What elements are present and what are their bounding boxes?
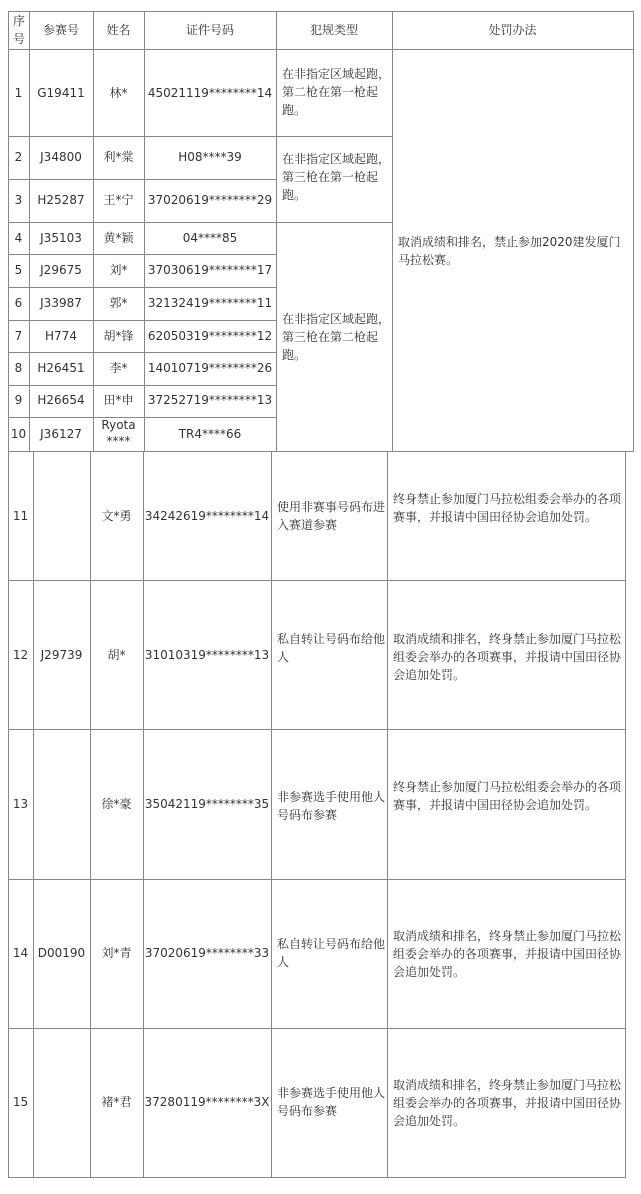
table-cell-id: 32132419********11 [147,296,273,310]
table-cell-seq: 15 [12,1095,29,1109]
table-cell-bib: J33987 [40,296,82,310]
grid-line [8,729,626,730]
table-cell-name: 刘* [109,263,128,277]
grid-line [387,451,388,1178]
header-id: 证件号码 [185,23,234,37]
grid-line [276,11,277,451]
table-cell-name: Ryota **** [101,418,136,448]
table-cell-type: 私自转让号码布给他人 [277,937,386,969]
table-cell-bib: J29739 [40,648,83,662]
header-name: 姓名 [106,23,131,37]
table-cell-id: 37020619********33 [144,946,270,960]
table-cell-bib: G19411 [37,86,85,100]
table-cell-id: 04****85 [182,231,238,245]
grid-line [8,1177,626,1178]
grid-line [8,11,634,12]
table-cell-bib: J35103 [40,231,82,245]
table-cell-penalty: 终身禁止参加厦门马拉松组委会举办的各项赛事，并报请中国田径协会追加处罚。 [393,780,622,812]
table-cell-id: TR4****66 [178,427,242,441]
grid-line [633,11,634,451]
table-cell-seq: 12 [12,648,29,662]
table-cell-seq: 9 [14,393,23,407]
table-cell-id: H08****39 [178,150,242,164]
table-cell-id: 37280119********3X [144,1095,270,1109]
table-cell-name: 刘*青 [101,946,132,960]
header-penalty: 处罚办法 [488,23,537,37]
grid-line [8,287,276,288]
table-cell-penalty: 取消成绩和排名，终身禁止参加厦门马拉松组委会举办的各项赛事，并报请中国田径协会追加处罚。 [393,1078,622,1128]
header-type: 犯规类型 [309,23,358,37]
table-cell-id: 34242619********14 [144,509,270,523]
table-cell-seq: 6 [14,296,23,310]
table-cell-name: 王*宁 [103,193,134,207]
grid-line [8,179,276,180]
table-cell-seq: 13 [12,797,29,811]
table-cell-id: 37252719********13 [147,393,273,407]
grid-line [8,417,276,418]
grid-line [8,49,634,50]
grid-line [8,451,9,1178]
table-cell-bib: J36127 [40,427,82,441]
table-cell-seq: 10 [10,427,27,441]
table-cell-seq: 4 [14,231,23,245]
table-cell-seq: 5 [14,263,23,277]
table-cell-name: 褚*君 [101,1095,132,1109]
grid-line [8,879,626,880]
table-cell-id: 35042119********35 [144,797,270,811]
grid-line [33,451,34,1178]
grid-line [8,320,276,321]
table-cell-bib: H26451 [37,361,85,375]
table-cell-id: 37030619********17 [147,263,273,277]
table-cell-name: 黄*颖 [103,231,134,245]
table-cell-name: 徐*豪 [101,797,132,811]
table-cell-bib: J29675 [40,263,82,277]
grid-line [143,451,144,1178]
grid-line [8,451,634,452]
grid-line [90,451,91,1178]
table-cell-id: 37020619********29 [147,193,273,207]
table-cell-type: 在非指定区域起跑，第三枪在第一枪起跑。 [282,152,391,202]
table-cell-id: 62050319********12 [147,329,273,343]
table-cell-bib: D00190 [37,946,86,960]
grid-line [625,451,626,1178]
grid-line [8,222,392,223]
table-cell-name: 田*申 [103,393,134,407]
grid-line [8,136,392,137]
table-cell-type: 私自转让号码布给他人 [277,632,386,664]
table-cell-seq: 2 [14,150,23,164]
table-cell-id: 14010719********26 [147,361,273,375]
table-cell-name: 胡* [107,648,126,662]
table-cell-name: 林* [109,86,128,100]
grid-line [392,11,393,451]
header-bib: 参赛号 [42,23,79,37]
header-seq: 序号 [12,14,25,46]
table-cell-name: 李* [109,361,128,375]
table-cell-type: 非参赛选手使用他人号码布参赛 [277,790,386,822]
table-cell-type: 在非指定区域起跑，第二枪在第一枪起跑。 [282,67,391,117]
grid-line [8,352,276,353]
table-cell-penalty: 取消成绩和排名，终身禁止参加厦门马拉松组委会举办的各项赛事，并报请中国田径协会追加处罚。 [393,929,622,979]
table-cell-id: 31010319********13 [144,648,270,662]
table-cell-seq: 8 [14,361,23,375]
table-cell-name: 利*棠 [103,150,134,164]
grid-line [8,580,626,581]
table-cell-seq: 7 [14,329,23,343]
table-cell-name: 郭* [109,296,128,310]
table-cell-name: 文*勇 [101,509,132,523]
table-cell-id: 45021119********14 [147,86,273,100]
table-cell-bib: H774 [45,329,77,343]
grid-line [8,1028,626,1029]
grid-line [8,254,276,255]
table-cell-seq: 14 [12,946,29,960]
table-cell-penalty: 终身禁止参加厦门马拉松组委会举办的各项赛事，并报请中国田径协会追加处罚。 [393,492,622,524]
table-cell-type: 使用非赛事号码布进入赛道参赛 [277,500,386,532]
table-cell-seq: 11 [12,509,29,523]
table-cell-seq: 1 [14,86,23,100]
grid-line [8,385,276,386]
table-cell-bib: J34800 [40,150,82,164]
table-cell-seq: 3 [14,193,23,207]
table-cell-bib: H25287 [37,193,85,207]
table-cell-type: 非参赛选手使用他人号码布参赛 [277,1086,386,1118]
grid-line [271,451,272,1178]
table-cell-penalty: 取消成绩和排名，终身禁止参加厦门马拉松组委会举办的各项赛事，并报请中国田径协会追加处罚。 [393,632,622,682]
table-cell-bib: H26654 [37,393,85,407]
table-cell-penalty: 取消成绩和排名，禁止参加2020建发厦门马拉松赛。 [398,235,621,267]
table-cell-type: 在非指定区域起跑，第三枪在第二枪起跑。 [282,312,391,362]
table-cell-name: 胡*锋 [103,329,134,343]
